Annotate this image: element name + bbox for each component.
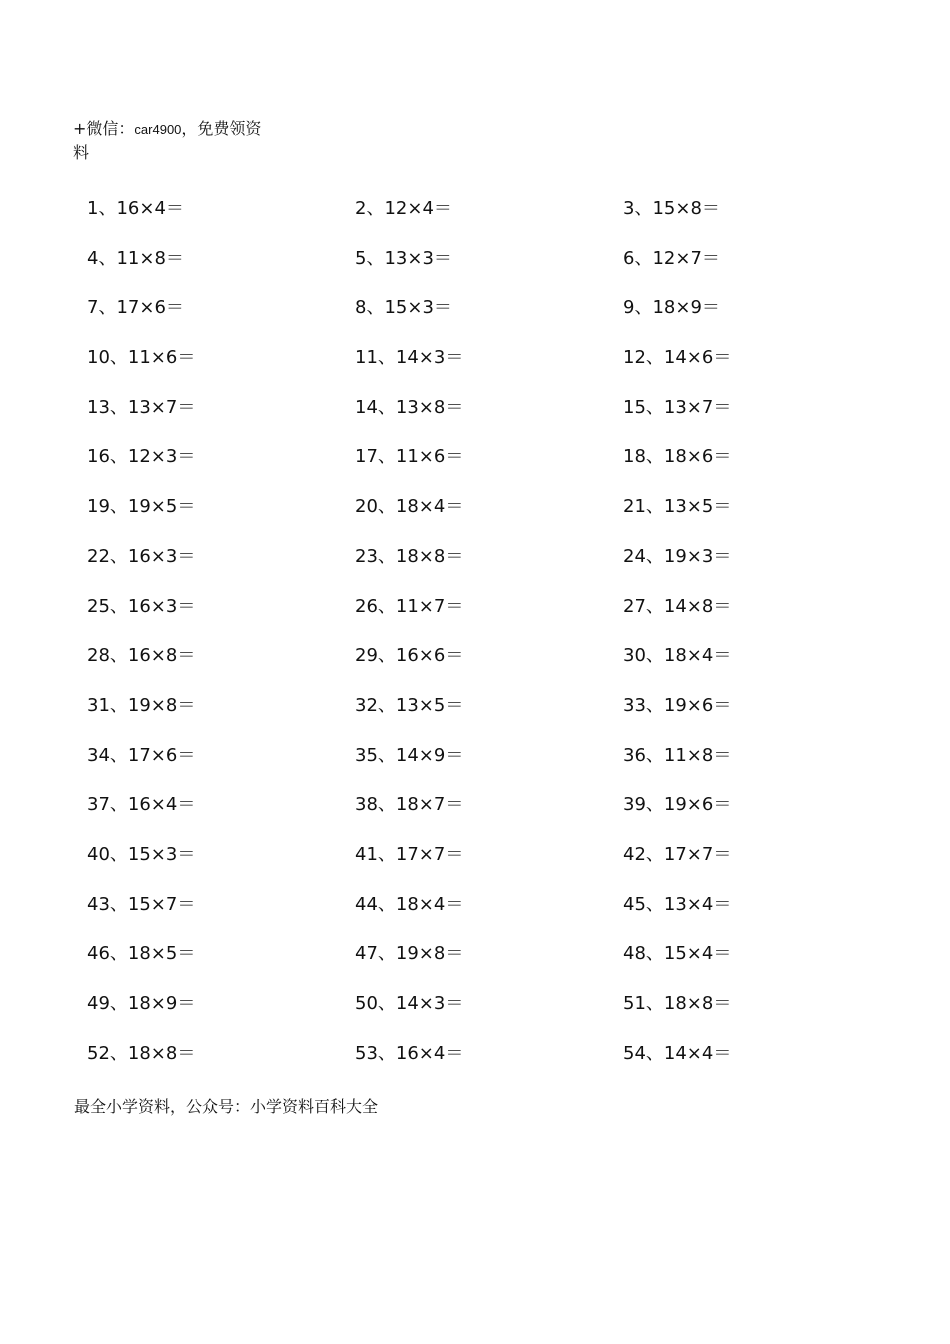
problem-item: 50、14×3＝ <box>355 993 464 1014</box>
header-suffix: ，免费领资料 <box>73 119 262 162</box>
problem-item: 48、15×4＝ <box>623 943 732 965</box>
problem-item: 51、18×8＝ <box>623 993 732 1014</box>
problem-item: 24、19×3＝ <box>623 545 732 567</box>
problem-item: 52、18×8＝ <box>87 1042 196 1064</box>
problem-item: 32、13×5＝ <box>355 694 464 716</box>
problem-item: 49、18×9＝ <box>87 993 196 1014</box>
wechat-id: car4900 <box>134 122 182 137</box>
problem-item: 33、19×6＝ <box>623 694 732 716</box>
problem-item: 2、12×4＝ <box>355 198 452 219</box>
problem-item: 38、18×7＝ <box>355 794 464 816</box>
problem-item: 4、11×8＝ <box>87 247 184 269</box>
problem-item: 16、12×3＝ <box>87 446 196 468</box>
problem-item: 17、11×6＝ <box>355 446 464 468</box>
problem-item: 29、16×6＝ <box>355 645 464 667</box>
problem-item: 25、16×3＝ <box>87 595 196 617</box>
problem-item: 47、19×8＝ <box>355 943 464 965</box>
problem-item: 44、18×4＝ <box>355 893 464 915</box>
problem-item: 14、13×8＝ <box>355 396 464 418</box>
problem-item: 5、13×3＝ <box>355 247 452 269</box>
problem-item: 13、13×7＝ <box>87 396 196 418</box>
problem-grid <box>87 194 887 1088</box>
problem-item: 30、18×4＝ <box>623 645 732 667</box>
problem-item: 37、16×4＝ <box>87 794 196 816</box>
problem-item: 21、13×5＝ <box>623 496 732 518</box>
problem-item: 23、18×8＝ <box>355 545 464 567</box>
problem-item: 28、16×8＝ <box>87 645 196 667</box>
problem-item: 15、13×7＝ <box>623 396 732 418</box>
problem-item: 7、17×6＝ <box>87 297 184 319</box>
problem-item: 35、14×9＝ <box>355 744 464 766</box>
problem-item: 26、11×7＝ <box>355 595 464 617</box>
header-note <box>73 117 273 164</box>
problem-item: 36、11×8＝ <box>623 744 732 766</box>
header-prefix: +微信： <box>73 119 135 138</box>
problem-item: 54、14×4＝ <box>623 1042 732 1064</box>
problem-item: 53、16×4＝ <box>355 1042 464 1064</box>
problem-item: 34、17×6＝ <box>87 744 196 766</box>
problem-item: 6、12×7＝ <box>623 247 720 269</box>
problem-item: 22、16×3＝ <box>87 545 196 567</box>
problem-item: 41、17×7＝ <box>355 843 464 865</box>
problem-item: 12、14×6＝ <box>623 347 732 369</box>
problem-item: 43、15×7＝ <box>87 893 196 915</box>
problem-item: 31、19×8＝ <box>87 694 196 716</box>
problem-item: 11、14×3＝ <box>355 347 464 369</box>
problem-item: 45、13×4＝ <box>623 893 732 915</box>
problem-item: 19、19×5＝ <box>87 496 196 518</box>
footer-note: 最全小学资料，公众号：小学资料百科大全 <box>74 1097 379 1116</box>
problem-item: 27、14×8＝ <box>623 595 732 617</box>
problem-item: 20、18×4＝ <box>355 496 464 518</box>
problem-item: 40、15×3＝ <box>87 843 196 865</box>
problem-item: 10、11×6＝ <box>87 347 196 369</box>
problem-item: 42、17×7＝ <box>623 843 732 865</box>
problem-item: 46、18×5＝ <box>87 943 196 965</box>
problem-item: 8、15×3＝ <box>355 297 452 319</box>
problem-item: 9、18×9＝ <box>623 297 720 319</box>
problem-item: 39、19×6＝ <box>623 794 732 816</box>
problem-item: 3、15×8＝ <box>623 198 720 219</box>
problem-item: 1、16×4＝ <box>87 198 184 219</box>
problem-item: 18、18×6＝ <box>623 446 732 468</box>
